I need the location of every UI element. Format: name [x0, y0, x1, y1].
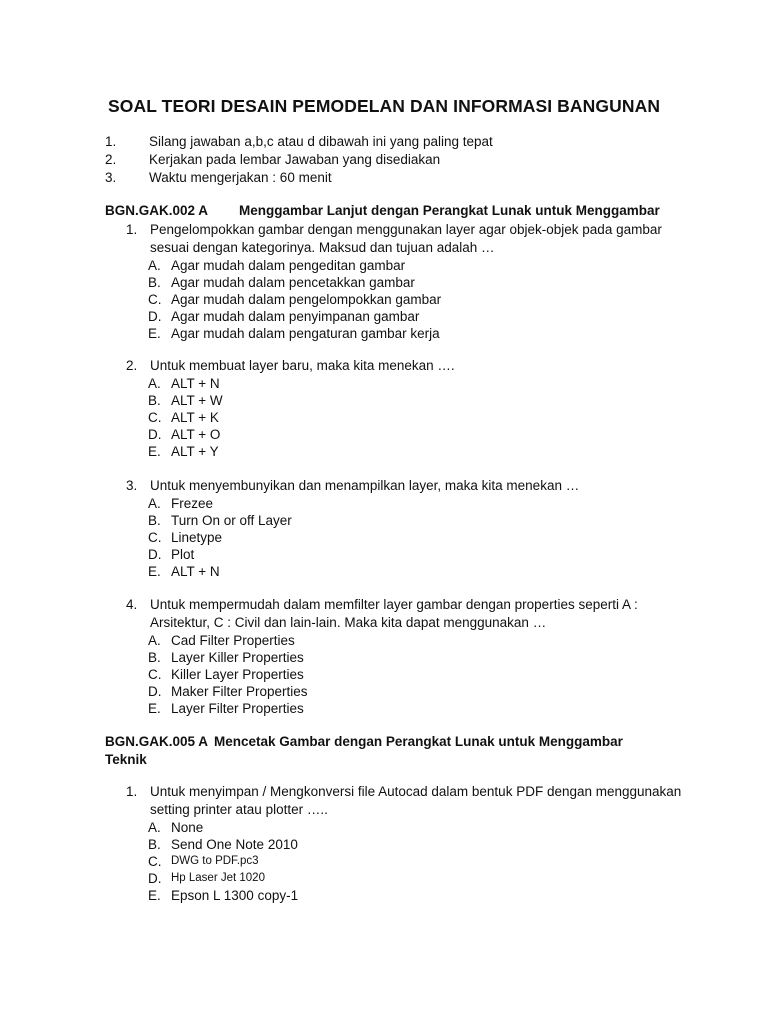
question [126, 221, 686, 342]
answer-option [126, 257, 686, 274]
section-code: BGN.GAK.005 A [105, 734, 209, 749]
option-text: Turn On or off Layer [171, 513, 292, 528]
option-letter: E. [148, 444, 161, 459]
answer-option [126, 409, 686, 426]
option-letter: E. [148, 888, 161, 903]
answer-option [126, 274, 686, 291]
answer-option [126, 836, 686, 853]
option-text: Cad Filter Properties [171, 633, 295, 648]
question-stem [126, 596, 686, 632]
option-letter: A. [148, 496, 161, 511]
question-number: 1. [126, 784, 138, 799]
answer-option [126, 308, 686, 325]
page-title: SOAL TEORI DESAIN PEMODELAN DAN INFORMASI BANGUNAN [108, 96, 661, 116]
option-letter: C. [148, 530, 162, 545]
option-text: Agar mudah dalam pengelompokkan gambar [171, 292, 442, 307]
option-text: Maker Filter Properties [171, 684, 308, 699]
question-number: 3. [126, 478, 138, 493]
instruction-item [105, 169, 493, 187]
question [126, 783, 686, 904]
option-letter: E. [148, 326, 161, 341]
option-letter: A. [148, 376, 161, 391]
option-text: ALT + Y [171, 444, 219, 459]
option-text: ALT + N [171, 376, 220, 391]
answer-option [126, 291, 686, 308]
answer-option [126, 666, 686, 683]
option-letter: B. [148, 393, 161, 408]
question [126, 477, 686, 580]
option-letter: E. [148, 701, 161, 716]
option-text: None [171, 820, 204, 835]
question-stem [126, 221, 686, 257]
option-letter: D. [148, 309, 162, 324]
section-code: BGN.GAK.002 A [105, 203, 209, 218]
section-title: Menggambar Lanjut dengan Perangkat Lunak untuk Menggambar [239, 203, 660, 218]
section-title: Mencetak Gambar dengan Perangkat Lunak untuk Menggambar Teknik [105, 734, 623, 767]
option-letter: D. [148, 427, 162, 442]
question-text: Untuk mempermudah dalam memfilter layer gambar dengan properties seperti A : Arsitektur, C : Civil dan lain-lain. Maka kita dapat menggunakan … [150, 597, 638, 630]
option-text: ALT + N [171, 564, 220, 579]
question-number: 4. [126, 597, 138, 612]
answer-option [126, 853, 686, 870]
option-letter: A. [148, 258, 161, 273]
question-stem [126, 357, 686, 375]
instruction-text: Waktu mengerjakan : 60 menit [149, 170, 332, 185]
option-text: Epson L 1300 copy-1 [171, 888, 299, 903]
answer-option [126, 819, 686, 836]
question [126, 357, 686, 460]
option-text: ALT + W [171, 393, 223, 408]
question-stem [126, 477, 686, 495]
instruction-text: Kerjakan pada lembar Jawaban yang disediakan [149, 152, 441, 167]
option-text: Agar mudah dalam pengeditan gambar [171, 258, 406, 273]
option-text: Agar mudah dalam pengaturan gambar kerja [171, 326, 440, 341]
option-letter: D. [148, 547, 162, 562]
option-text: Frezee [171, 496, 214, 511]
option-text: Hp Laser Jet 1020 [171, 872, 265, 884]
option-letter: C. [148, 854, 162, 869]
answer-option [126, 870, 686, 887]
option-letter: C. [148, 292, 162, 307]
answer-option [126, 512, 686, 529]
option-text: Linetype [171, 530, 223, 545]
question-text: Pengelompokkan gambar dengan menggunakan layer agar objek-objek pada gambar sesuai dengan kategorinya. Maksud dan tujuan adalah … [150, 222, 662, 255]
option-letter: A. [148, 820, 161, 835]
answer-option [126, 563, 686, 580]
option-letter: B. [148, 513, 161, 528]
option-letter: B. [148, 275, 161, 290]
instruction-number: 1. [105, 134, 117, 149]
question-number: 2. [126, 358, 138, 373]
answer-option [126, 632, 686, 649]
option-letter: B. [148, 650, 161, 665]
option-text: DWG to PDF.pc3 [171, 855, 259, 867]
instruction-item [105, 151, 493, 169]
option-letter: E. [148, 564, 161, 579]
section-header [105, 733, 665, 769]
answer-option [126, 546, 686, 563]
option-text: Layer Filter Properties [171, 701, 304, 716]
answer-option [126, 700, 686, 717]
option-text: ALT + K [171, 410, 219, 425]
answer-option [126, 649, 686, 666]
question-stem [126, 783, 686, 819]
answer-option [126, 375, 686, 392]
instruction-number: 2. [105, 152, 117, 167]
question-number: 1. [126, 222, 138, 237]
option-text: Send One Note 2010 [171, 837, 298, 852]
instructions-list [105, 133, 493, 187]
option-text: Layer Killer Properties [171, 650, 304, 665]
option-text: Plot [171, 547, 195, 562]
option-letter: C. [148, 410, 162, 425]
answer-option [126, 392, 686, 409]
option-letter: B. [148, 837, 161, 852]
option-letter: D. [148, 871, 162, 886]
answer-option [126, 495, 686, 512]
question-text: Untuk menyimpan / Mengkonversi file Autocad dalam bentuk PDF dengan menggunakan setting printer atau plotter ….. [150, 784, 682, 817]
option-text: Agar mudah dalam pencetakkan gambar [171, 275, 415, 290]
option-letter: A. [148, 633, 161, 648]
option-text: ALT + O [171, 427, 221, 442]
answer-option [126, 887, 686, 904]
instruction-number: 3. [105, 170, 117, 185]
option-letter: C. [148, 667, 162, 682]
answer-option [126, 443, 686, 460]
section-header [105, 202, 660, 220]
answer-option [126, 683, 686, 700]
option-letter: D. [148, 684, 162, 699]
option-text: Agar mudah dalam penyimpanan gambar [171, 309, 420, 324]
answer-option [126, 426, 686, 443]
question-text: Untuk membuat layer baru, maka kita menekan …. [150, 358, 455, 373]
answer-option [126, 325, 686, 342]
question [126, 596, 686, 717]
question-text: Untuk menyembunyikan dan menampilkan layer, maka kita menekan … [150, 478, 580, 493]
instruction-text: Silang jawaban a,b,c atau d dibawah ini yang paling tepat [149, 134, 493, 149]
answer-option [126, 529, 686, 546]
instruction-item [105, 133, 493, 151]
option-text: Killer Layer Properties [171, 667, 304, 682]
